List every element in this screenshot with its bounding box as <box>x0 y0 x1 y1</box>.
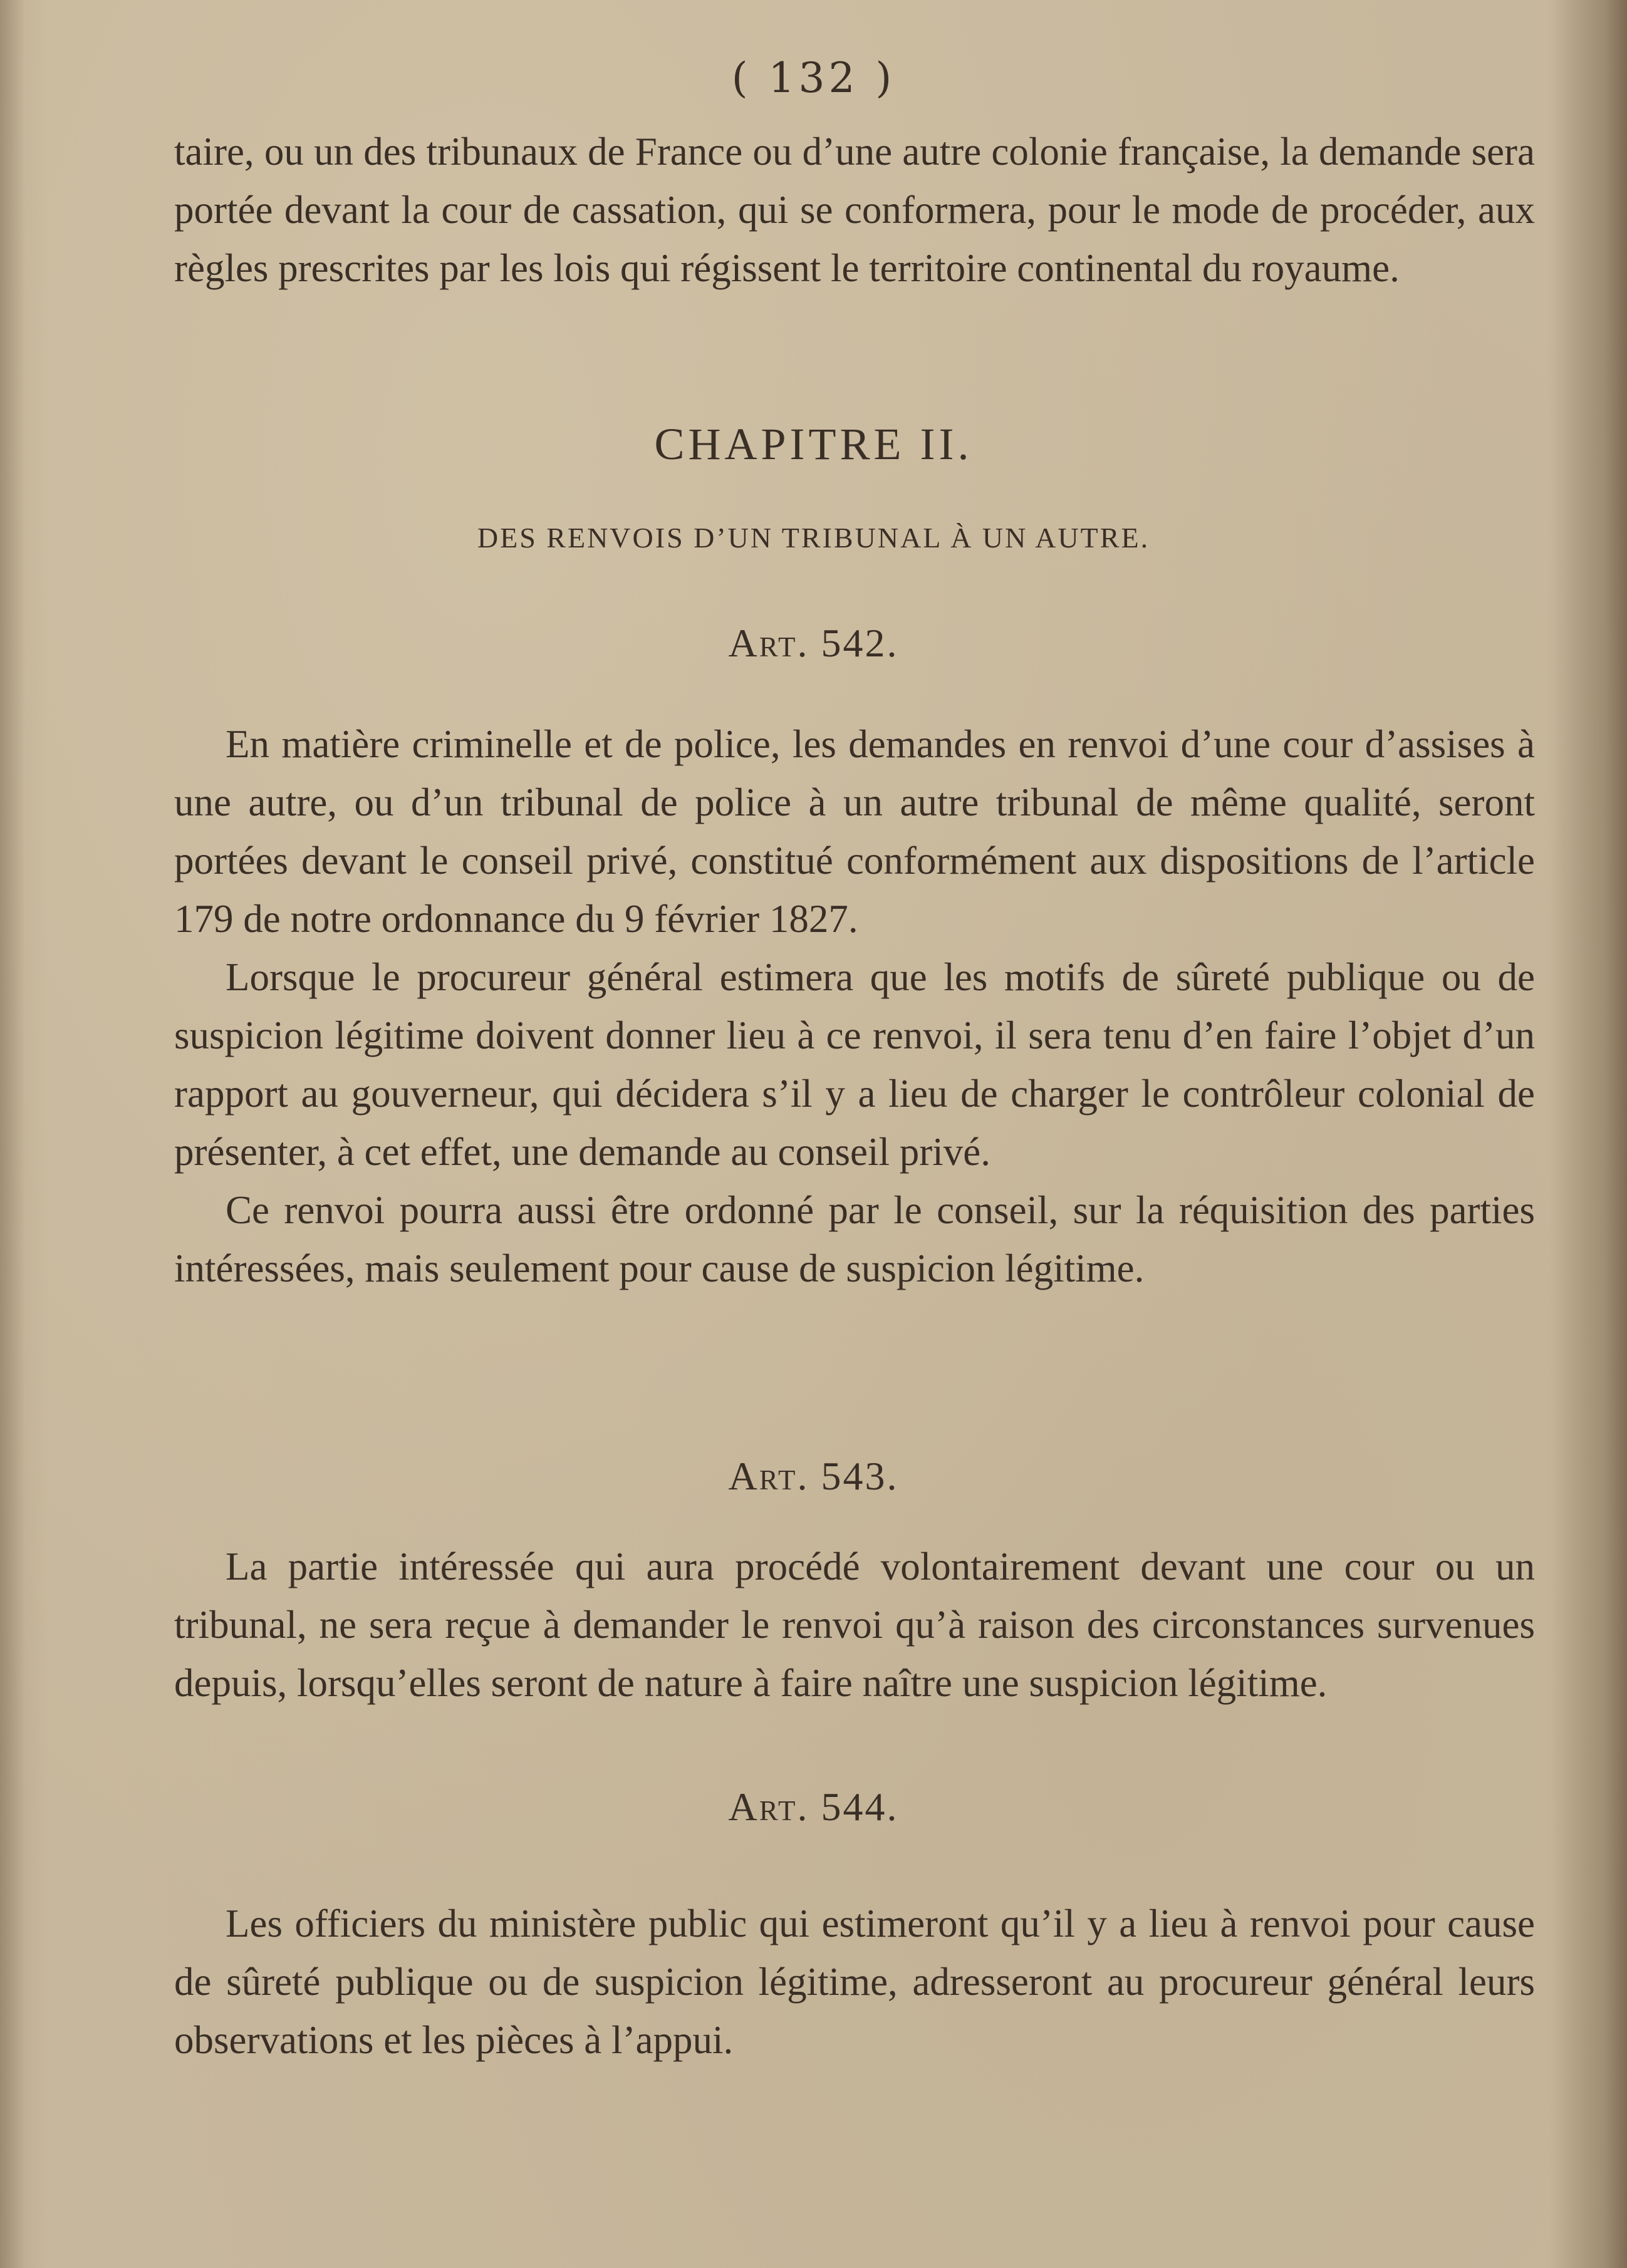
article-542-paragraph-2: Lorsque le procureur général estimera que les motifs de sûreté publique ou de suspicion légitime doivent donner lieu à ce renvoi, il sera tenu d’en faire l’objet d’un rapport au gouverneur, qui décidera s’il y a lieu de charger le contrôleur colonial de présenter, à cet effet, une demande au conseil privé. <box>174 955 1535 1174</box>
chapter-subtitle: DES RENVOIS D’UN TRIBUNAL À UN AUTRE. <box>477 522 1150 554</box>
article-heading-543: Art. 543. <box>728 1454 899 1498</box>
intro-text-block <box>174 123 1535 298</box>
article-543-body <box>174 1538 1535 1712</box>
page-right-edge-shadow <box>1552 0 1627 2268</box>
article-542-paragraph-3: Ce renvoi pourra aussi être ordonné par le conseil, sur la réquisition des parties intéressées, mais seulement pour cause de suspicion légitime. <box>174 1188 1535 1290</box>
article-heading-544: Art. 544. <box>728 1784 899 1829</box>
article-542-paragraph-1: En matière criminelle et de police, les demandes en renvoi d’une cour d’assises à une autre, ou d’un tribunal de police à un autre tribunal de même qualité, seront portées devant le conseil privé, constitué conformément aux dispositions de l’article 179 de notre ordonnance du 9 février 1827. <box>174 722 1535 941</box>
article-544-body <box>174 1895 1535 2069</box>
page-number: ( 132 ) <box>731 54 896 102</box>
article-544-paragraph-1: Les officiers du ministère public qui estimeront qu’il y a lieu à renvoi pour cause de sûreté publique ou de suspicion légitime, adresseront au procureur général leurs observations et les pièces à l’appui. <box>174 1902 1535 2062</box>
article-542-body <box>174 715 1535 1298</box>
intro-paragraph: taire, ou un des tribunaux de France ou d’une autre colonie française, la demande sera portée devant la cour de cassation, qui se conformera, pour le mode de procéder, aux règles prescrites par les lois qui régissent le territoire continental du royaume. <box>174 130 1535 290</box>
chapter-title: CHAPITRE II. <box>654 419 973 469</box>
article-heading-542: Art. 542. <box>728 621 899 665</box>
page-left-edge-shadow <box>0 0 25 2268</box>
article-543-paragraph-1: La partie intéressée qui aura procédé volontairement devant une cour ou un tribunal, ne sera reçue à demander le renvoi qu’à raison des circonstances survenues depuis, lorsqu’elles seront de nature à faire naître une suspicion légitime. <box>174 1545 1535 1705</box>
